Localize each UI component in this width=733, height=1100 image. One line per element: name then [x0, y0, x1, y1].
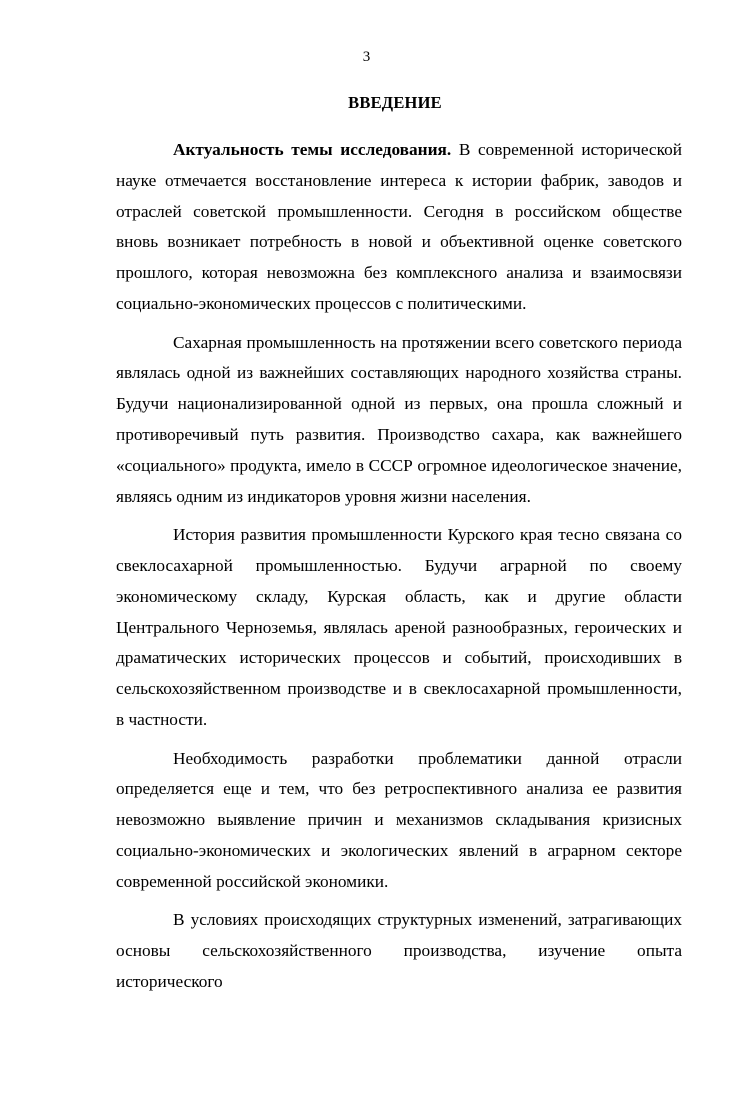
- paragraph-necessity: Необходимость разработки проблематики данной отрасли определяется еще и тем, что без ретроспективного анализа ее развития невозможно выявление причин и механизмов складывания кризисных социально-экономических и экологических явлений в аграрном секторе современной российской экономики.: [116, 748, 682, 891]
- page-number: 3: [362, 49, 371, 65]
- paragraph-relevance: [116, 135, 682, 320]
- section-title: ВВЕДЕНИЕ: [348, 93, 442, 112]
- paragraph-sugar-industry: Сахарная промышленность на протяжении всего советского периода являлась одной из важнейших составляющих народного хозяйства страны. Будучи национализированной одной из первых, она прошла сложный и противоречивый путь развития. Производство сахара, как важнейшего «социального» продукта, имело в СССР огромное идеологическое значение, являясь одним из индикаторов уровня жизни населения.: [116, 332, 682, 506]
- paragraph-lead: Актуальность темы исследования.: [173, 140, 452, 159]
- paragraph-kursk-region: История развития промышленности Курского края тесно связана со свеклосахарной промышленностью. Будучи аграрной по своему экономическому складу, Курская область, как и другие области Центрального Черноземья, являлась ареной разнообразных, героических и драматических исторических процессов и событий, происходивших в сельскохозяйственном производстве и в свеклосахарной промышленности, в частности.: [116, 525, 682, 729]
- paragraph-text: В современной исторической науке отмечается восстановление интереса к истории фабрик, заводов и отраслей советской промышленности. Сегодня в российском обществе вновь возникает потребность в новой и объективной оценке советского прошлого, которая невозможна без комплексного анализа и взаимосвязи социально-экономических процессов с политическими.: [116, 140, 683, 313]
- paragraph-structural-changes: В условиях происходящих структурных изменений, затрагивающих основы сельскохозяйственного производства, изучение опыта исторического: [116, 910, 682, 991]
- body-text: [116, 135, 682, 998]
